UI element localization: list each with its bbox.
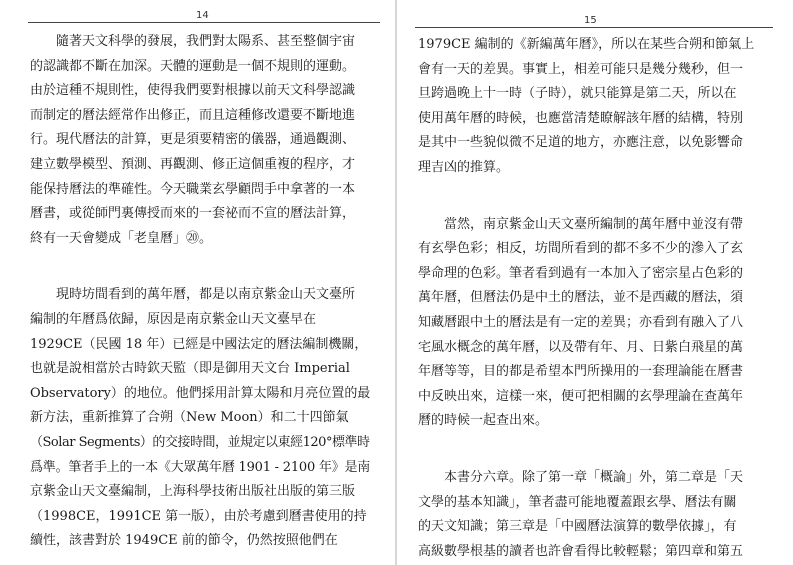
text-line: 的認識都不斷在加深。天體的運動是一個不規則的運動。 bbox=[30, 58, 356, 74]
text-line: 旦跨過晚上十一時（子時），就只能算是第二天，所以在 bbox=[418, 86, 737, 102]
text-line: 現時坊間看到的萬年曆，都是以南京紫金山天文臺所 bbox=[56, 287, 356, 303]
text-line: 能保持曆法的準確性。今天職業玄學顧問手中拿著的一本 bbox=[30, 181, 356, 197]
paragraph-gap bbox=[30, 251, 370, 283]
text-line: 行。現代曆法的計算，更是須要精密的儀器，通過觀測、 bbox=[30, 132, 356, 148]
text-line: （Solar Segments）的交接時間，並規定以東經120°標準時 bbox=[30, 434, 370, 450]
text-line: （1998CE，1991CE 第一版），由於考慮到曆書使用的持 bbox=[30, 508, 367, 524]
text-line: 的天文知識；第三章是「中國曆法演算的數學依據」，有 bbox=[418, 519, 737, 535]
text-line: 本書分六章。除了第一章「概論」外，第二章是「天 bbox=[444, 469, 744, 485]
paragraph-gap bbox=[418, 434, 763, 466]
text-line: 高級數學根基的讀者也許會看得比較輕鬆；第四章和第五 bbox=[418, 543, 744, 559]
text-line: 也就是說相當於古時欽天監（即是御用天文台 Imperial bbox=[30, 361, 350, 377]
text-line: 1979CE 編制的《新編萬年曆》，所以在某些合朔和節氣上 bbox=[418, 37, 755, 52]
text-line: 會有一天的差異。事實上，相差可能只是幾分幾秒，但一 bbox=[418, 61, 744, 77]
text-line: 京紫金山天文臺編制，上海科學技術出版社出版的第三版 bbox=[30, 484, 356, 500]
text-line: 理吉凶的推算。 bbox=[418, 159, 510, 175]
text-line: 由於這種不規則性，使得我們要對根據以前天文科學認識 bbox=[30, 83, 356, 99]
text-line: 學命理的色彩。筆者看到過有一本加入了密宗星占色彩的 bbox=[418, 265, 744, 281]
text-line: 而制定的曆法經常作出修正，而且這種修改還要不斷地進 bbox=[30, 107, 356, 123]
page-text bbox=[30, 30, 370, 554]
text-line: 是其中一些貌似微不足道的地方，亦應注意，以免影響命 bbox=[418, 135, 744, 151]
text-line: 年曆等等，目的都是希望本門所操用的一套理論能在曆書 bbox=[418, 364, 744, 380]
text-line: 萬年曆，但曆法仍是中土的曆法，並不是西藏的曆法，須 bbox=[418, 290, 744, 306]
text-line: 有玄學色彩；相反，坊間所看到的都不多不少的滲入了玄 bbox=[418, 241, 744, 257]
text-line: 新方法，重新推算了合朔（New Moon）和二十四節氣 bbox=[30, 410, 349, 426]
text-line: 續性，該書對於 1949CE 前的節令，仍然按照他們在 bbox=[30, 533, 338, 549]
text-line: 當然，南京紫金山天文臺所編制的萬年曆中並沒有帶 bbox=[444, 216, 744, 232]
text-line: 中反映出來，這樣一來，便可把相關的玄學理論在查萬年 bbox=[418, 388, 744, 404]
text-line: 終有一天會變成「老皇曆」⑳。 bbox=[30, 230, 213, 246]
page-text bbox=[418, 33, 763, 564]
text-line: 曆書，或從師門裏傳授而來的一套祕而不宣的曆法計算， bbox=[30, 206, 356, 222]
text-line: Observatory）的地位。他們採用計算太陽和月亮位置的最 bbox=[30, 385, 371, 401]
text-line: 編制的年曆爲依歸，原因是南京紫金山天文臺早在 bbox=[30, 311, 317, 327]
text-line: 宅風水概念的萬年曆，以及帶有年、月、日紫白飛星的萬 bbox=[418, 339, 744, 355]
text-line: 知藏曆跟中土的曆法是有一定的差異；亦看到有融入了八 bbox=[418, 314, 744, 330]
text-line: 建立數學模型、預測、再觀測、修正這個重複的程序，才 bbox=[30, 156, 356, 172]
text-line: 使用萬年曆的時候，也應當清楚瞭解該年曆的結構，特別 bbox=[418, 110, 744, 126]
page-number: 14 bbox=[196, 10, 209, 21]
text-line: 文學的基本知識」，筆者盡可能地覆蓋跟玄學、曆法有關 bbox=[418, 494, 737, 510]
left-page bbox=[0, 0, 396, 565]
header-rule bbox=[415, 27, 773, 28]
page-number: 15 bbox=[584, 15, 597, 26]
text-line: 曆的時候一起查出來。 bbox=[418, 413, 549, 429]
text-line: 1929CE（民國 18 年）已經是中國法定的曆法編制機關， bbox=[30, 336, 368, 352]
right-page bbox=[397, 0, 793, 565]
paragraph-gap bbox=[418, 181, 763, 213]
text-line: 爲準。筆者手上的一本《大眾萬年曆 1901 - 2100 年》是南 bbox=[30, 459, 371, 475]
header-rule bbox=[28, 22, 380, 23]
text-line: 隨著天文科學的發展，我們對太陽系、甚至整個宇宙 bbox=[56, 34, 356, 49]
